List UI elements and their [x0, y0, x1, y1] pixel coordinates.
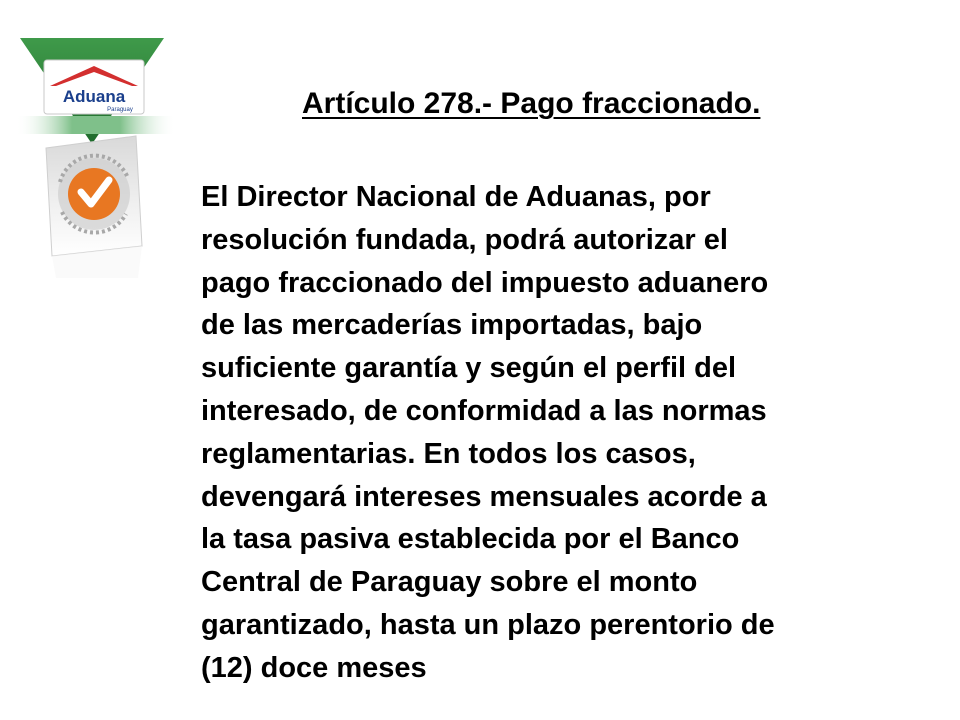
article-body-line: garantizado, hasta un plazo perentorio de [201, 608, 775, 641]
logo-country: Paraguay [107, 107, 133, 113]
article-body-line: Central de Paraguay sobre el monto [201, 566, 698, 599]
check-seal-icon [38, 128, 148, 280]
article-body-line: suficiente garantía y según el perfil del [201, 352, 737, 385]
article-body-line: (12) doce meses [201, 651, 427, 684]
logo-name: Aduana [62, 87, 126, 106]
certification-seal [38, 128, 148, 280]
check-circle-icon [68, 168, 120, 220]
article-body-line: pago fraccionado del impuesto aduanero [201, 266, 769, 299]
article-body-line: de las mercaderías importadas, bajo [201, 309, 703, 342]
article-body [201, 176, 953, 690]
article-title: Artículo 278.- Pago fraccionado. [302, 87, 761, 120]
article-body-line: El Director Nacional de Aduanas, por [201, 181, 711, 213]
article-body-line: resolución fundada, podrá autorizar el [201, 223, 728, 256]
article-body-line: reglamentarias. En todos los casos, [201, 437, 696, 470]
article-body-line: devengará intereses mensuales acorde a [201, 480, 767, 513]
article-body-line: interesado, de conformidad a las normas [201, 394, 767, 427]
article-body-line: la tasa pasiva establecida por el Banco [201, 523, 740, 556]
